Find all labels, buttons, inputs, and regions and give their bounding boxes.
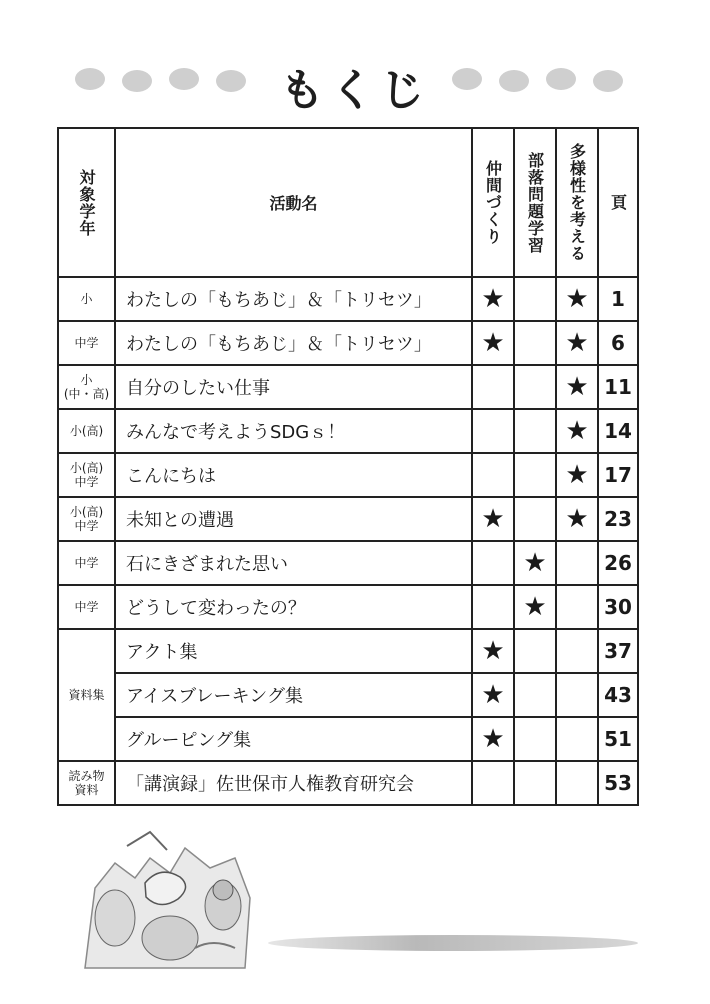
page-number: 30 — [598, 585, 638, 629]
header-buraku: 部落問題学習 — [514, 128, 556, 277]
decorative-dot — [169, 68, 199, 90]
page-number: 37 — [598, 629, 638, 673]
star-icon — [472, 409, 514, 453]
star-icon — [514, 717, 556, 761]
star-icon — [556, 541, 598, 585]
activity-name: 未知との遭遇 — [115, 497, 472, 541]
page-title: もくじ — [280, 65, 430, 116]
page-number: 6 — [598, 321, 638, 365]
activity-name: 石にきざまれた思い — [115, 541, 472, 585]
grade-cell: 資料集 — [58, 629, 115, 761]
star-icon: ★ — [556, 453, 598, 497]
star-icon: ★ — [472, 673, 514, 717]
star-icon: ★ — [472, 321, 514, 365]
star-icon — [556, 585, 598, 629]
grade-cell: 小 (中・高) — [58, 365, 115, 409]
grade-cell: 中学 — [58, 321, 115, 365]
star-icon — [472, 585, 514, 629]
grade-cell: 中学 — [58, 541, 115, 585]
star-icon — [472, 453, 514, 497]
star-icon: ★ — [472, 497, 514, 541]
table-row — [58, 409, 638, 453]
page-number: 11 — [598, 365, 638, 409]
star-icon: ★ — [556, 277, 598, 321]
table-row — [58, 541, 638, 585]
page-number: 17 — [598, 453, 638, 497]
decorative-brush-line — [268, 935, 638, 951]
header-tayousei: 多様性を考える — [556, 128, 598, 277]
grade-cell: 読み物 資料 — [58, 761, 115, 805]
header-row — [58, 128, 638, 277]
table-row — [58, 585, 638, 629]
star-icon — [514, 629, 556, 673]
decorative-dot — [75, 68, 105, 90]
table-row — [58, 717, 638, 761]
activity-name: 自分のしたい仕事 — [115, 365, 472, 409]
table-row — [58, 629, 638, 673]
toc-table — [57, 127, 639, 806]
header-page: 頁 — [598, 128, 638, 277]
page-number: 43 — [598, 673, 638, 717]
page-number: 26 — [598, 541, 638, 585]
star-icon: ★ — [556, 497, 598, 541]
activity-name: みんなで考えようSDGｓ！ — [115, 409, 472, 453]
page-number: 23 — [598, 497, 638, 541]
star-icon: ★ — [472, 629, 514, 673]
activity-name: アクト集 — [115, 629, 472, 673]
activity-name: アイスブレーキング集 — [115, 673, 472, 717]
star-icon — [514, 409, 556, 453]
header-grade: 対象学年 — [58, 128, 115, 277]
decorative-dot — [122, 70, 152, 92]
table-row — [58, 761, 638, 805]
decorative-dot — [593, 70, 623, 92]
star-icon — [472, 365, 514, 409]
activity-name: グルーピング集 — [115, 717, 472, 761]
star-icon — [514, 497, 556, 541]
star-icon — [514, 453, 556, 497]
star-icon — [556, 761, 598, 805]
table-row — [58, 277, 638, 321]
activity-name: わたしの「もちあじ」＆「トリセツ」 — [115, 321, 472, 365]
star-icon — [514, 365, 556, 409]
activity-name: どうして変わったの？ — [115, 585, 472, 629]
table-row — [58, 673, 638, 717]
grade-cell: 小(高) — [58, 409, 115, 453]
decorative-dot — [452, 68, 482, 90]
star-icon: ★ — [556, 409, 598, 453]
star-icon — [514, 321, 556, 365]
star-icon — [556, 717, 598, 761]
table-row — [58, 453, 638, 497]
page-number: 1 — [598, 277, 638, 321]
star-icon: ★ — [472, 277, 514, 321]
star-icon: ★ — [514, 585, 556, 629]
star-icon — [514, 673, 556, 717]
activity-name: こんにちは — [115, 453, 472, 497]
animal-illustration — [75, 828, 255, 978]
header-nakama: 仲間づくり — [472, 128, 514, 277]
star-icon: ★ — [556, 321, 598, 365]
activity-name: わたしの「もちあじ」＆「トリセツ」 — [115, 277, 472, 321]
decorative-dot — [499, 70, 529, 92]
star-icon — [556, 629, 598, 673]
table-row — [58, 497, 638, 541]
star-icon: ★ — [556, 365, 598, 409]
table-row — [58, 365, 638, 409]
page-number: 51 — [598, 717, 638, 761]
header-activity: 活動名 — [115, 128, 472, 277]
grade-cell: 中学 — [58, 585, 115, 629]
grade-cell: 小(高) 中学 — [58, 497, 115, 541]
star-icon: ★ — [514, 541, 556, 585]
grade-cell: 小(高) 中学 — [58, 453, 115, 497]
star-icon — [472, 541, 514, 585]
activity-name: 「講演録」佐世保市人権教育研究会 — [115, 761, 472, 805]
page-number: 14 — [598, 409, 638, 453]
decorative-dot — [216, 70, 246, 92]
star-icon — [514, 277, 556, 321]
star-icon — [472, 761, 514, 805]
grade-cell: 小 — [58, 277, 115, 321]
decorative-dot — [546, 68, 576, 90]
star-icon: ★ — [472, 717, 514, 761]
table-row — [58, 321, 638, 365]
star-icon — [514, 761, 556, 805]
star-icon — [556, 673, 598, 717]
title-row — [0, 50, 710, 120]
page-number: 53 — [598, 761, 638, 805]
